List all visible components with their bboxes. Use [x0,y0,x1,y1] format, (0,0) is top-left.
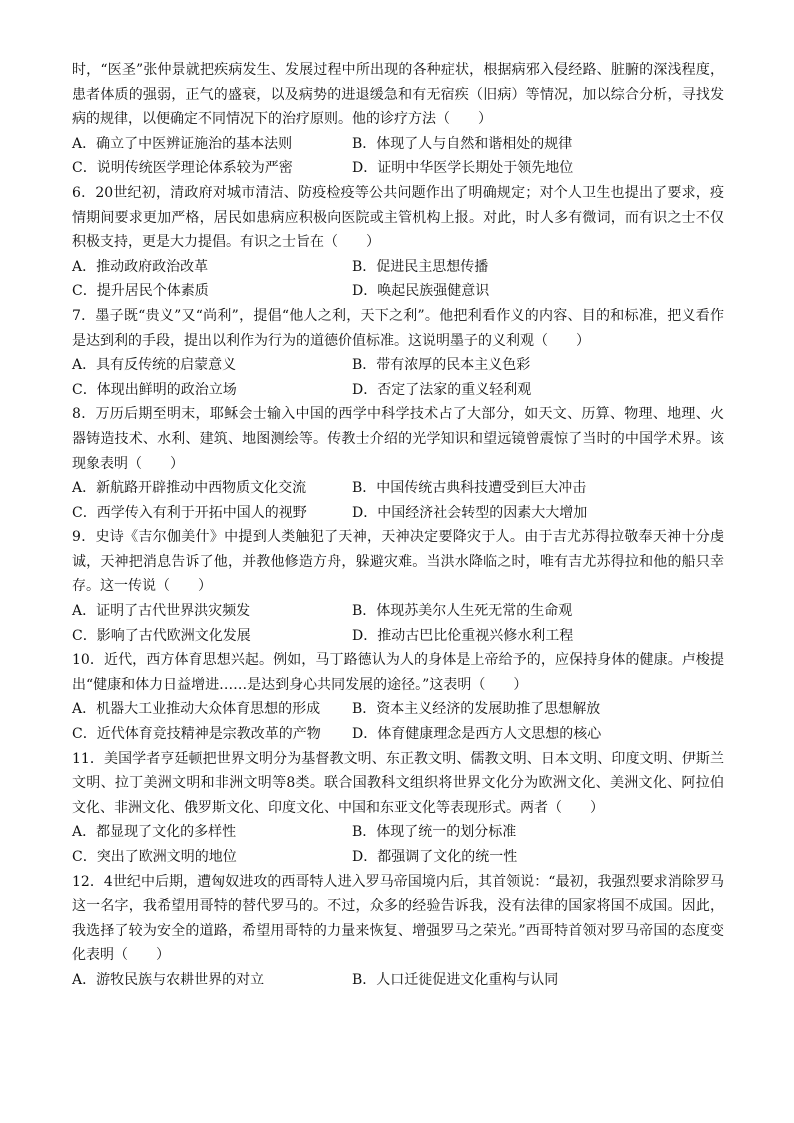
option-d: D．证明中华医学长期处于领先地位 [352,160,574,177]
options-row [72,279,724,304]
option-c: C．说明传统医学理论体系较为严密 [72,160,293,177]
question-12 [72,870,724,993]
option-c: C．近代体育竞技精神是宗教改革的产物 [72,726,321,743]
option-c: C．影响了古代欧洲文化发展 [72,627,251,644]
question-stem: 10．近代，西方体育思想兴起。例如，马丁路德认为人的身体是上帝给予的，应保持身体的健康。卢梭提出“健康和体力日益增进……是达到身心共同发展的途径。”这表明（ ） [72,652,724,693]
question-stem: 6．20世纪初，清政府对城市清洁、防疫检疫等公共问题作出了明确规定；对个人卫生也提出了要求，疫情期间要求更加严格，居民如患病应积极向医院或主管机构上报。对此，时人多有微词，而有识之士不仅积极支持，更是大力提倡。有识之士旨在（ ） [72,184,724,251]
option-c: C．突出了欧洲文明的地位 [72,849,237,865]
options-row [72,599,724,624]
option-d: D．中国经济社会转型的因素大大增加 [352,504,588,521]
option-c: C．提升居民个体素质 [72,283,209,300]
question-stem: 时，“医圣”张仲景就把疾病发生、发展过程中所出现的各种症状，根据病邪入侵经路、脏腑的深浅程度，患者体质的强弱，正气的盛衰，以及病势的进退缓急和有无宿疾（旧病）等情况，加以综合分析，寻找发病的规律，以便确定不同情况下的治疗原则。他的诊疗方法（ ） [72,62,724,128]
options-row [72,156,724,181]
option-b: B．体现了人与自然和谐相处的规律 [352,135,573,152]
option-b: B．体现了统一的划分标准 [352,824,517,841]
question-11 [72,747,724,870]
option-d: D．否定了法家的重义轻利观 [352,381,532,398]
options-row [72,476,724,501]
option-d: D．推动古巴比伦重视兴修水利工程 [352,627,574,644]
options-row [72,722,724,747]
options-row [72,968,724,993]
options-row [72,255,724,280]
question-stem: 11．美国学者亨廷顿把世界文明分为基督教文明、东正教文明、儒教文明、日本文明、印度文明、伊斯兰文明、拉丁美洲文明和非洲文明等8类。联合国教科文组织将世界文化分为欧洲文化、美洲文化、阿拉伯文化、非洲文化、俄罗斯文化、印度文化、中国和东亚文化等表现形式。两者（ ） [72,750,724,816]
question-stem: 8．万历后期至明末，耶稣会士输入中国的西学中科学技术占了大部分，如天文、历算、物理、地理、火器铸造技术、水利、建筑、地图测绘等。传教士介绍的光学知识和望远镜曾震惊了当时的中国学术界。该现象表明（ ） [72,406,724,472]
question-5 [72,58,724,181]
options-row [72,624,724,649]
option-d: D．唤起民族强健意识 [352,283,490,300]
option-c: C．体现出鲜明的政治立场 [72,381,237,398]
option-b: B．中国传统古典科技遭受到巨大冲击 [352,480,587,497]
options-row [72,132,724,157]
option-b: B．促进民主思想传播 [352,258,489,275]
option-a: A．推动政府政治改革 [72,258,209,275]
question-stem: 9．史诗《吉尔伽美什》中提到人类触犯了天神，天神决定要降灾于人。由于吉尤苏得拉敬奉天神十分虔诚，天神把消息告诉了他，并教他修造方舟，躲避灾难。当洪水降临之时，唯有吉尤苏得拉和他的船只幸存。这一传说（ ） [72,529,724,595]
option-a: A．确立了中医辨证施治的基本法则 [72,135,293,152]
option-c: C．西学传入有利于开拓中国人的视野 [72,504,307,521]
question-10 [72,648,724,746]
option-b: B．带有浓厚的民本主义色彩 [352,357,531,374]
options-row [72,845,724,870]
options-row [72,501,724,526]
question-9 [72,525,724,648]
question-7 [72,304,724,402]
option-b: B．资本主义经济的发展助推了思想解放 [352,701,601,718]
question-8 [72,402,724,525]
option-a: A．新航路开辟推动中西物质文化交流 [72,480,307,497]
option-a: A．证明了古代世界洪灾频发 [72,603,251,620]
option-b: B．人口迁徙促进文化重构与认同 [352,971,559,988]
options-row [72,697,724,722]
option-d: D．都强调了文化的统一性 [352,849,518,865]
options-row [72,820,724,845]
exam-page [72,58,724,993]
option-a: A．游牧民族与农耕世界的对立 [72,971,265,988]
question-stem: 12．4世纪中后期，遭匈奴进攻的西哥特人进入罗马帝国境内后，其首领说：“最初，我强烈要求消除罗马这一名字，我希望用哥特的替代罗马的。不过，众多的经验告诉我，没有法律的国家将国不成国。因此，我选择了较为安全的道路，希望用哥特的力量来恢复、增强罗马之荣光。”西哥特首领对罗马帝国的态度变化表明（ ） [72,873,724,964]
option-a: A．具有反传统的启蒙意义 [72,357,237,374]
option-d: D．体育健康理念是西方人文思想的核心 [352,726,602,743]
options-row [72,378,724,403]
option-a: A．机器大工业推动大众体育思想的形成 [72,701,321,718]
options-row [72,353,724,378]
option-a: A．都显现了文化的多样性 [72,824,237,841]
option-b: B．体现苏美尔人生死无常的生命观 [352,603,573,620]
question-6 [72,181,724,304]
question-stem: 7．墨子既“贵义”又“尚利”，提倡“他人之利，天下之利”。他把利看作义的内容、目的和标准，把义看作是达到利的手段，提出以利作为行为的道德价值标准。这说明墨子的义利观（ ） [72,307,724,349]
